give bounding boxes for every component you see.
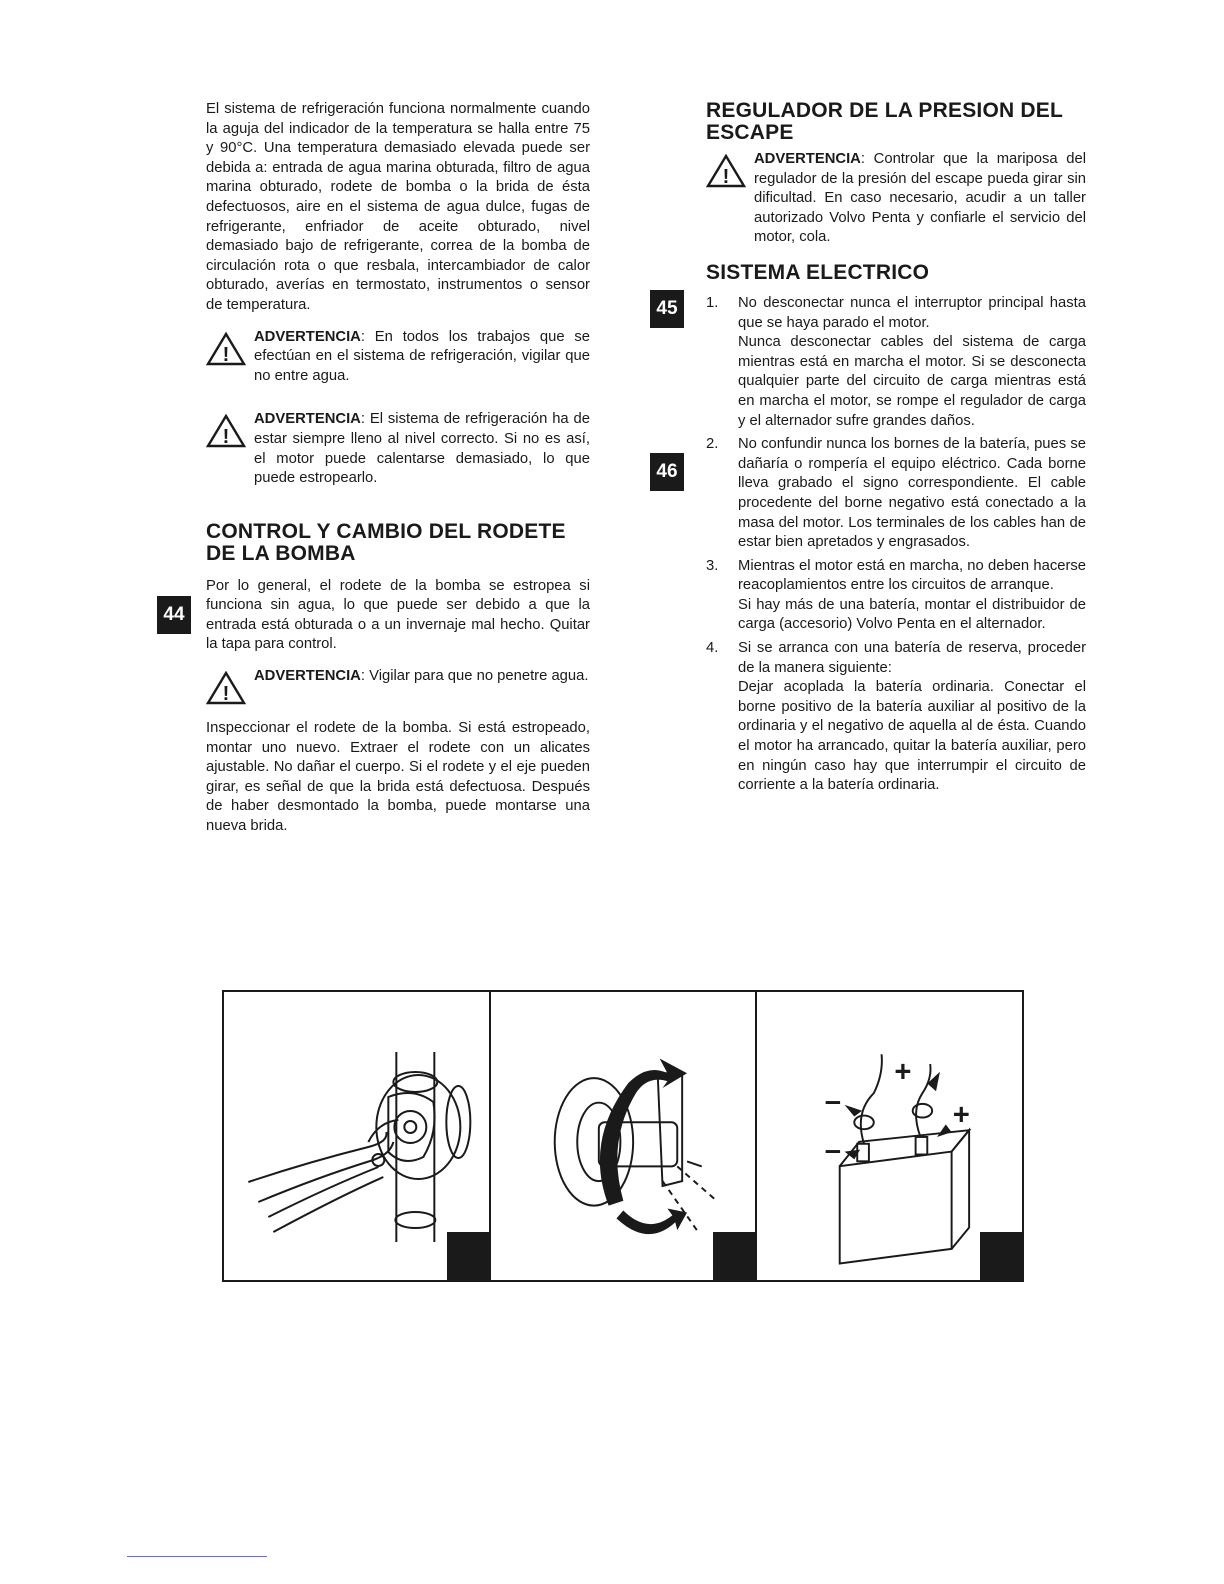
warning-text: : Controlar que la mariposa del regulador de la presión del escape pueda girar sin dificultad. En caso necesario, acudir a un taller autorizado Volvo Penta y confiarle el servicio del motor, cola. [754,151,1086,246]
electrical-steps-list [706,294,1086,796]
list-item: 3. Mientras el motor está en marcha, no deben hacerse reacoplamientos entre los circuitos de arranque. Si hay más de una batería, montar el distribuidor de carga (accesorio) Volvo Penta en el alternador. [706,557,1086,633]
warning-label: ADVERTENCIA [254,328,361,345]
footer-rule [127,1556,267,1557]
section-heading-impeller: CONTROL Y CAMBIO DEL RODETE DE LA BOMBA [206,519,566,565]
right-column [706,100,1086,800]
figure-tab [447,1232,489,1280]
svg-text:!: ! [722,166,730,188]
warning-block [706,150,1086,248]
warning-block [206,328,590,387]
cooling-intro-paragraph: El sistema de refrigeración funciona normalmente cuando la aguja del indicador de la temperatura se halla entre 75 y 90°C. Una temperatura demasiado elevada puede ser debida a: entrada de agua marina obturada, filtro de agua marina obturado, rodete de bomba o la brida de ésta defectuosos, aire en el sistema de agua dulce, fugas de refrigerante, enfriador de aceite obturado, nivel demasiado bajo de refrigerante, correa de la bomba de circulación rota o que resbala, intercambiador de calor obturado, averías en termostato, instrumentos o sensor de temperatura. [206,101,590,313]
figure-marker-44: 44 [157,596,191,634]
svg-text:!: ! [222,426,230,449]
list-item: 2. No confundir nunca los bornes de la batería, pues se dañaría o rompería el equipo eléctrico. Cada borne lleva grabado el signo correspondiente. El cable procedente del borne negativo está conectado a la masa del motor. Los terminales de los cables han de estar bien apretados y engrasados. [706,436,1086,551]
warning-triangle-icon [206,332,246,366]
figure-tab [713,1232,755,1280]
plus-sign-right: + [953,1099,971,1132]
figure-marker-46: 46 [650,453,684,491]
warning-block [206,410,590,488]
figure-impeller-removal [224,992,491,1280]
warning-triangle-icon [706,154,746,188]
figure-flap-valve [491,992,758,1280]
impeller-paragraph: Por lo general, el rodete de la bomba se estropea si funciona sin agua, lo que puede ser debido a que la entrada está obturada o a un invernaje mal hecho. Quitar la tapa para control. [206,577,590,653]
list-item: 4. Si se arranca con una batería de reserva, proceder de la manera siguiente: Dejar acoplada la batería ordinaria. Conectar el borne positivo de la batería auxiliar al positivo de la ordinaria y el negativo de aquella al de ésta. Cuando el motor ha arrancado, quitar la batería auxiliar, pero en ningún caso hay que interrumpir el circuito de corriente a la batería ordinaria. [706,640,1086,794]
warning-label: ADVERTENCIA [254,668,361,685]
step-number: 2. [706,436,719,453]
section-heading-electrical: SISTEMA ELECTRICO [706,260,930,284]
left-column [206,100,590,847]
warning-label: ADVERTENCIA [754,151,861,167]
warning-block [206,667,590,705]
minus-sign-left: – [825,1085,842,1118]
step-number: 3. [706,557,719,574]
warning-triangle-icon [206,414,246,448]
figure-battery [757,992,1022,1280]
svg-text:!: ! [222,683,230,706]
warning-triangle-icon [206,671,246,705]
warning-text: : Vigilar para que no penetre agua. [360,668,589,685]
step-number: 1. [706,294,719,311]
warning-text: : El sistema de refrigeración ha de estar siempre lleno al nivel correcto. Si no es así, el motor puede calentarse demasiado, lo que puede estropearlo. [254,411,590,487]
svg-text:!: ! [222,343,230,366]
step-number: 4. [706,640,719,657]
minus-sign-bottom: – [825,1134,842,1167]
figure-marker-45: 45 [650,290,684,328]
section-heading-exhaust-regulator: REGULADOR DE LA PRESION DEL ESCAPE [706,99,1063,144]
figure-tab [980,1232,1022,1280]
warning-label: ADVERTENCIA [254,411,361,428]
plus-sign-top: + [894,1056,912,1089]
warning-text: : En todos los trabajos que se efectúan en el sistema de refrigeración, vigilar que no entre agua. [254,328,590,384]
figure-strip [222,990,1024,1282]
list-item: 1. No desconectar nunca el interruptor principal hasta que se haya parado el motor. Nunca desconectar cables del sistema de carga mientras está en marcha el motor. Si se desconecta qualquier parte del circuito de carga mientras está en marcha el motor, se rompe el regulador de carga y el alternador sufre grandes daños. [706,294,1086,429]
inspection-paragraph: Inspeccionar el rodete de la bomba. Si está estropeado, montar uno nuevo. Extraer el rodete con un alicates ajustable. No dañar el cuerpo. Si el rodete y el eje pueden girar, es señal de que la brida está defectuosa. Después de haber desmontado la bomba, puede montarse una nueva brida. [206,720,590,835]
